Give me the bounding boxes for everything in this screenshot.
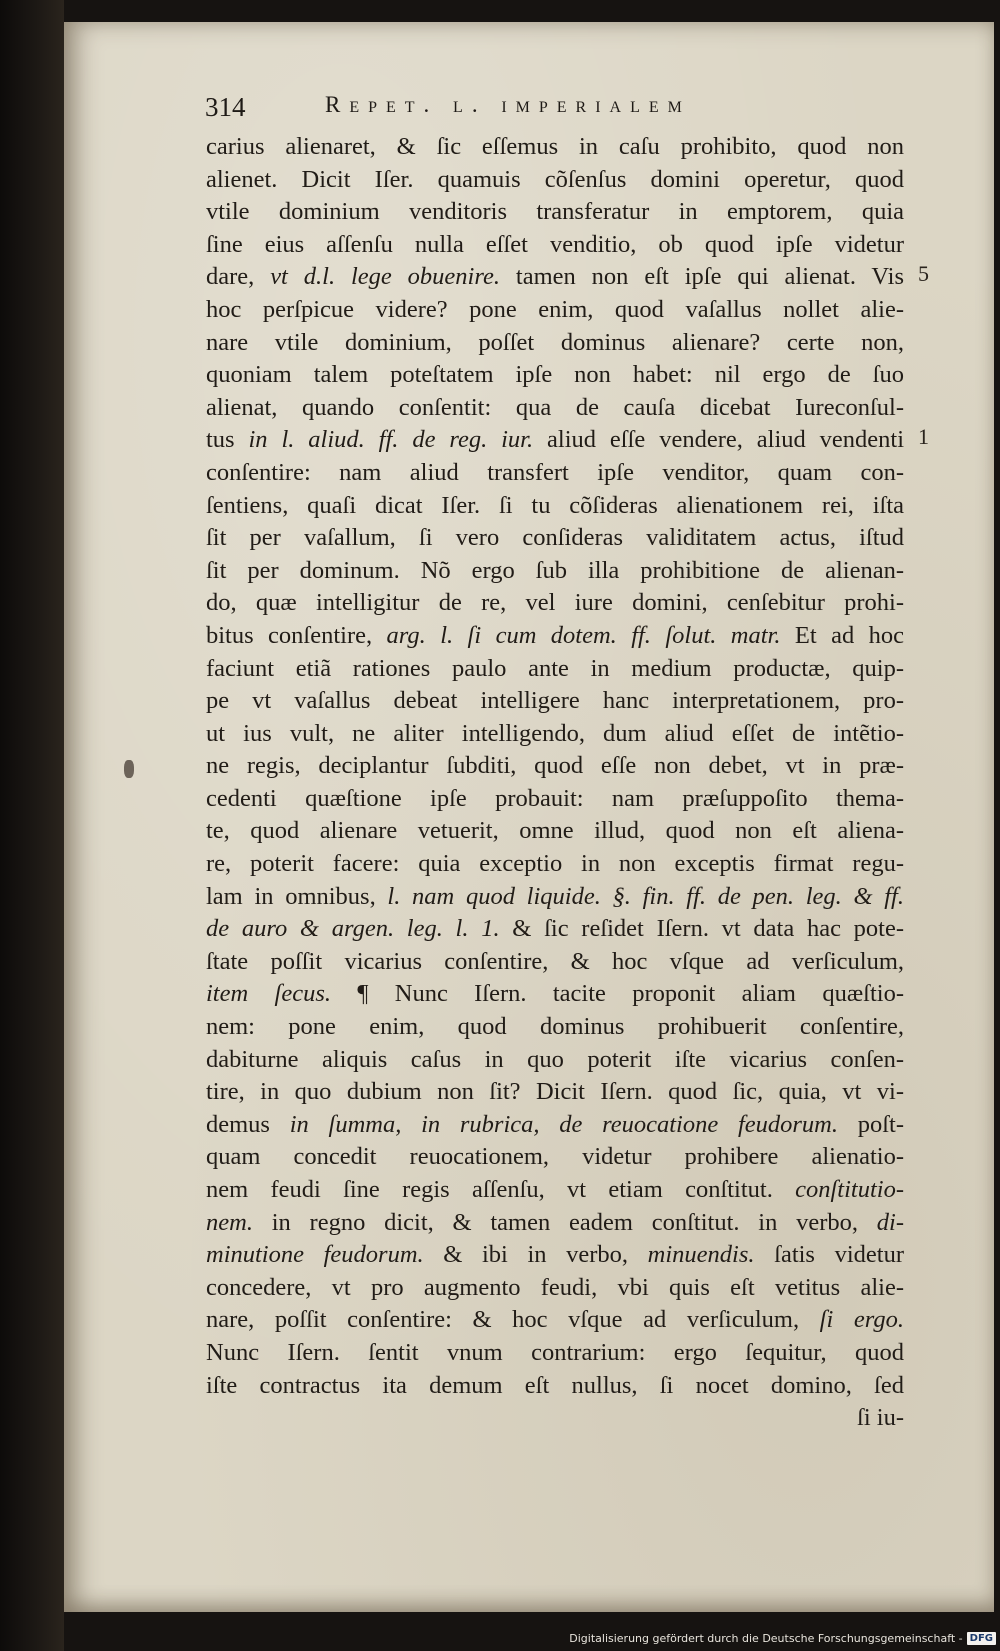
text-line bbox=[206, 718, 904, 751]
text-segment: poſt- bbox=[838, 1110, 905, 1138]
text-line bbox=[206, 555, 904, 588]
text-segment: te, quod alienare vetuerit, omne illud, quod non eſt aliena- bbox=[206, 817, 904, 845]
text-segment: ſatis videtur bbox=[754, 1241, 904, 1269]
text-segment: demus bbox=[206, 1110, 290, 1138]
citation-text: minuendis. bbox=[647, 1241, 755, 1269]
text-segment: & ibi in verbo, bbox=[423, 1241, 648, 1269]
margin-mark: 1 bbox=[918, 424, 929, 450]
text-line bbox=[206, 424, 904, 457]
text-segment: tamen non eſt ipſe qui alienat. Vis bbox=[500, 263, 904, 291]
text-segment: Et ad hoc bbox=[780, 621, 904, 649]
text-segment: aliud eſſe vendere, aliud vendenti bbox=[533, 426, 905, 454]
citation-text: vt d.l. lege obuenire. bbox=[270, 263, 500, 291]
text-segment: dabiturne aliquis caſus in quo poterit iſte vicarius conſen- bbox=[206, 1045, 904, 1073]
text-segment: nare, poſſit conſentire: & hoc vſque ad verſiculum, bbox=[206, 1306, 820, 1334]
text-line bbox=[206, 1011, 904, 1044]
ink-blot bbox=[124, 760, 134, 778]
text-line bbox=[206, 685, 904, 718]
text-line bbox=[206, 164, 904, 197]
text-segment: ſine eius aſſenſu nulla eſſet venditio, ob quod ipſe videtur bbox=[206, 230, 904, 258]
citation-text: arg. l. ſi cum dotem. ff. ſolut. matr. bbox=[386, 621, 781, 649]
text-segment: faciunt etiã rationes paulo ante in medium productæ, quip- bbox=[206, 654, 904, 682]
citation-text: item ſecus. bbox=[206, 980, 331, 1008]
text-line bbox=[206, 1337, 904, 1370]
text-segment: iſte contractus ita demum eſt nullus, ſi nocet domino, ſed bbox=[206, 1371, 904, 1399]
text-segment: nare vtile dominium, poſſet dominus alienare? certe non, bbox=[206, 328, 904, 356]
text-segment: quam concedit reuocationem, videtur prohibere alienatio- bbox=[206, 1143, 904, 1171]
text-segment: re, poterit facere: quia exceptio in non exceptis firmat regu- bbox=[206, 850, 904, 878]
text-segment: alienet. Dicit Iſer. quamuis cõſenſus domini operetur, quod bbox=[206, 165, 904, 193]
text-segment: cedenti quæſtione ipſe probauit: nam præſuppoſito thema- bbox=[206, 784, 904, 812]
citation-text: in ſumma, in rubrica, de reuocatione feudorum. bbox=[289, 1110, 838, 1138]
text-segment: quoniam talem poteſtatem ipſe non habet: nil ergo de ſuo bbox=[206, 361, 904, 389]
text-line bbox=[206, 522, 904, 555]
text-line bbox=[206, 1370, 904, 1403]
running-title: Repet. l. imperialem bbox=[325, 92, 691, 117]
text-segment: concedere, vt pro augmento feudi, vbi quis eſt vetitus alie- bbox=[206, 1273, 904, 1301]
citation-text: nem. bbox=[206, 1208, 253, 1236]
text-line bbox=[206, 1109, 904, 1142]
text-line bbox=[206, 1141, 904, 1174]
text-line bbox=[206, 294, 904, 327]
text-line bbox=[206, 1044, 904, 1077]
text-line bbox=[206, 815, 904, 848]
text-line bbox=[206, 1304, 904, 1337]
text-line bbox=[206, 327, 904, 360]
text-segment: pe vt vaſallus debeat intelligere hanc interpretationem, pro- bbox=[206, 687, 904, 715]
text-segment: ſtate poſſit vicarius conſentire, & hoc vſque ad verſiculum, bbox=[206, 947, 904, 975]
text-line bbox=[206, 1174, 904, 1207]
text-line bbox=[206, 196, 904, 229]
text-segment: ſit per vaſallum, ſi vero conſideras validitatem actus, iſtud bbox=[206, 524, 904, 552]
citation-text: conſtitutio- bbox=[795, 1176, 904, 1203]
margin-mark: 5 bbox=[918, 261, 929, 287]
text-segment: do, quæ intelligitur de re, vel iure domini, cenſebitur prohi- bbox=[206, 589, 904, 617]
text-segment: tire, in quo dubium non ſit? Dicit Iſern. quod ſic, quia, vt vi- bbox=[206, 1078, 904, 1106]
text-segment: ne regis, deciplantur ſubditi, quod eſſe non debet, vt in præ- bbox=[206, 752, 904, 780]
text-segment: nem: pone enim, quod dominus prohibuerit conſentire, bbox=[206, 1013, 904, 1041]
text-line bbox=[206, 848, 904, 881]
text-segment: Nunc Iſern. ſentit vnum contrarium: ergo ſequitur, quod bbox=[206, 1338, 904, 1366]
text-line bbox=[206, 392, 904, 425]
text-segment: vtile dominium venditoris transferatur in emptorem, quia bbox=[206, 198, 904, 226]
text-segment: ¶ Nunc Iſern. tacite proponit aliam quæſtio- bbox=[330, 980, 904, 1008]
text-line bbox=[206, 783, 904, 816]
footer-text: Digitalisierung gefördert durch die Deutsche Forschungsgemeinschaft - bbox=[569, 1632, 963, 1645]
text-segment: ſit per dominum. Nõ ergo ſub illa prohibitione de alienan- bbox=[206, 556, 904, 584]
text-line bbox=[206, 229, 904, 262]
text-line bbox=[206, 261, 904, 294]
text-segment: bitus conſentire, bbox=[206, 621, 387, 649]
text-line bbox=[206, 1402, 904, 1435]
citation-text: in l. aliud. ff. de reg. iur. bbox=[248, 426, 534, 454]
text-line bbox=[206, 913, 904, 946]
text-segment: conſentire: nam aliud transfert ipſe venditor, quam con- bbox=[206, 458, 904, 486]
text-segment: ſi iu- bbox=[857, 1404, 904, 1432]
citation-text: minutione feudorum. bbox=[206, 1241, 424, 1269]
page-number: 314 bbox=[205, 92, 246, 122]
text-line bbox=[206, 1207, 904, 1240]
text-line bbox=[206, 490, 904, 523]
text-line bbox=[206, 881, 904, 914]
page-header bbox=[205, 92, 825, 128]
text-segment: ut ius vult, ne aliter intelligendo, dum aliud eſſet de intẽtio- bbox=[206, 719, 904, 747]
text-segment: carius alienaret, & ſic eſſemus in caſu prohibito, quod non bbox=[206, 133, 904, 160]
text-line bbox=[206, 1076, 904, 1109]
text-line bbox=[206, 653, 904, 686]
text-line bbox=[206, 587, 904, 620]
text-line bbox=[206, 750, 904, 783]
text-segment: lam in omnibus, bbox=[206, 882, 388, 910]
text-line bbox=[206, 1239, 904, 1272]
footer bbox=[569, 1632, 996, 1645]
text-segment: dare, bbox=[206, 263, 271, 291]
text-line bbox=[206, 457, 904, 490]
text-line bbox=[206, 978, 904, 1011]
text-segment: in regno dicit, & tamen eadem conſtitut. in verbo, bbox=[252, 1208, 877, 1236]
text-segment: hoc perſpicue videre? pone enim, quod vaſallus nollet alie- bbox=[206, 295, 904, 323]
dfg-logo: DFG bbox=[967, 1632, 996, 1645]
text-segment: alienat, quando conſentit: qua de cauſa dicebat Iureconſul- bbox=[206, 393, 904, 421]
citation-text: de auro & argen. leg. l. 1. bbox=[206, 915, 500, 943]
text-segment: & ſic reſidet Iſern. vt data hac pote- bbox=[499, 915, 905, 943]
text-segment: nem feudi ſine regis aſſenſu, vt etiam conſtitut. bbox=[206, 1176, 796, 1203]
text-line bbox=[206, 131, 904, 164]
body-text bbox=[206, 131, 904, 1435]
text-segment: tus bbox=[206, 426, 249, 454]
citation-text: ſi ergo. bbox=[819, 1306, 904, 1334]
citation-text: l. nam quod liquide. §. fin. ff. de pen. leg. & ff. bbox=[387, 882, 904, 910]
text-line bbox=[206, 620, 904, 653]
book-spine-shadow bbox=[0, 0, 64, 1651]
text-line bbox=[206, 946, 904, 979]
text-segment: ſentiens, quaſi dicat Iſer. ſi tu cõſideras alienationem rei, iſta bbox=[206, 491, 904, 519]
text-line bbox=[206, 1272, 904, 1305]
citation-text: di- bbox=[876, 1208, 904, 1236]
text-line bbox=[206, 359, 904, 392]
